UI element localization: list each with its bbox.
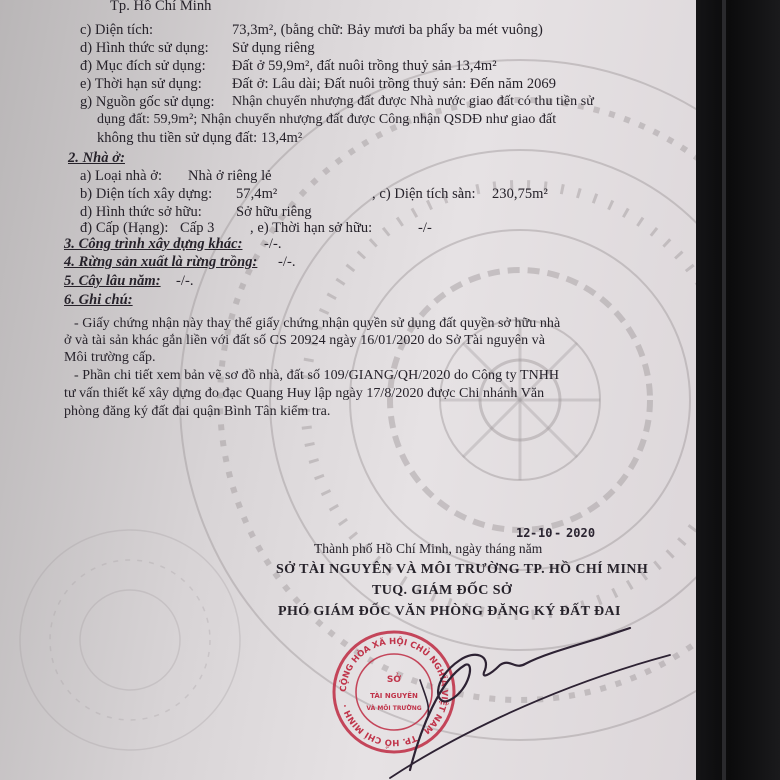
dark-background-edge	[696, 0, 780, 780]
usage-origin-line-3: không thu tiền sử dụng đất: 13,4m²	[97, 130, 303, 146]
usage-origin-label: g) Nguồn gốc sử dụng:	[80, 94, 215, 110]
stamp-inner-line-3: VÀ MÔI TRƯỜNG	[366, 705, 422, 712]
grade-label: đ) Cấp (Hạng):	[80, 220, 169, 236]
house-heading: 2. Nhà ở:	[68, 150, 125, 166]
usage-origin-value: Nhận chuyển nhượng đất được Nhà nước giao đất có thu tiền sử	[232, 94, 594, 109]
date-sep-2: -	[554, 526, 562, 540]
usage-form-value: Sử dụng riêng	[232, 40, 315, 56]
usage-purpose-label: đ) Mục đích sử dụng:	[80, 58, 206, 74]
ownership-term-value: -/-	[418, 220, 432, 236]
grade-value: Cấp 3	[180, 220, 215, 236]
build-area-label: b) Diện tích xây dựng:	[80, 186, 213, 202]
note-line-2: ở và tài sản khác gắn liền với đất số CS 20924 ngày 16/01/2020 do Sở Tài nguyên và	[64, 333, 545, 348]
build-area-value: 57,4m²	[236, 186, 278, 202]
section-5-heading: 5. Cây lâu năm:	[64, 273, 161, 289]
usage-origin-line-2: dụng đất: 59,9m²; Nhận chuyển nhượng đất được Công nhận QSDĐ như giao đất	[97, 112, 557, 127]
usage-purpose-value: Đất ở 59,9m², đất nuôi trồng thuỷ sản 13,4m²	[232, 58, 497, 74]
stamp-outer-text: CỘNG HÒA XÃ HỘI CHỦ NGHĨA VIỆT NAM · TP. HỒ CHÍ MINH ·	[338, 636, 450, 748]
note-line-1: - Giấy chứng nhận này thay thế giấy chứng nhận quyền sử dụng đất quyền sở hữu nhà	[74, 316, 561, 331]
note-line-6: phòng đăng ký đất đai quận Bình Tân kiểm tra.	[64, 404, 331, 419]
section-4-value: -/-.	[278, 254, 296, 270]
area-value: 73,3m², (bằng chữ: Bảy mươi ba phẩy ba mét vuông)	[232, 22, 543, 38]
section-4-heading: 4. Rừng sản xuất là rừng trồng:	[64, 254, 258, 270]
note-line-5: tư vấn thiết kế xây dựng đo đạc Quang Huy lập ngày 17/8/2020 được Chi nhánh Văn	[64, 386, 545, 401]
address-line: Tp. Hồ Chí Minh	[110, 0, 212, 14]
ownership-label: d) Hình thức sở hữu:	[80, 204, 202, 220]
edge-sheen	[722, 0, 726, 780]
date-sep: -	[530, 526, 538, 540]
usage-form-label: d) Hình thức sử dụng:	[80, 40, 209, 56]
signer-title: PHÓ GIÁM ĐỐC VĂN PHÒNG ĐĂNG KÝ ĐẤT ĐAI	[278, 604, 621, 619]
stamp-inner-line-1: SỞ	[386, 675, 402, 685]
section-3-value: -/-.	[264, 236, 282, 252]
floor-area-label: , c) Diện tích sàn:	[372, 186, 476, 202]
note-line-4: - Phần chi tiết xem bản vẽ sơ đồ nhà, đất số 109/GIANG/QH/2020 do Công ty TNHH	[74, 368, 560, 383]
authorization-line: TUQ. GIÁM ĐỐC SỞ	[372, 583, 513, 598]
ownership-value: Sở hữu riêng	[236, 204, 312, 220]
stamp-inner-line-2: TÀI NGUYÊN	[370, 692, 418, 700]
floor-area-value: 230,75m²	[492, 186, 548, 202]
issuing-org: SỞ TÀI NGUYÊN VÀ MÔI TRƯỜNG TP. HỒ CHÍ MINH	[276, 562, 649, 577]
section-6-heading: 6. Ghi chú:	[64, 292, 133, 308]
area-label: c) Diện tích:	[80, 22, 154, 38]
usage-term-label: e) Thời hạn sử dụng:	[80, 76, 202, 92]
date-day: 12	[516, 526, 531, 540]
house-type-value: Nhà ở riêng lẻ	[188, 168, 272, 184]
date-line: Thành phố Hồ Chí Minh, ngày tháng năm	[314, 541, 543, 556]
note-line-3: Môi trường cấp.	[64, 350, 156, 365]
date-year: 2020	[566, 526, 596, 540]
ownership-term-label: , e) Thời hạn sở hữu:	[250, 220, 373, 236]
section-5-value: -/-.	[176, 273, 194, 289]
usage-term-value: Đất ở: Lâu dài; Đất nuôi trồng thuỷ sản: Đến năm 2069	[232, 76, 557, 92]
house-type-label: a) Loại nhà ở:	[80, 168, 163, 184]
date-month: 10	[538, 526, 553, 540]
handwritten-signature	[380, 620, 680, 780]
section-3-heading: 3. Công trình xây dựng khác:	[64, 236, 243, 252]
